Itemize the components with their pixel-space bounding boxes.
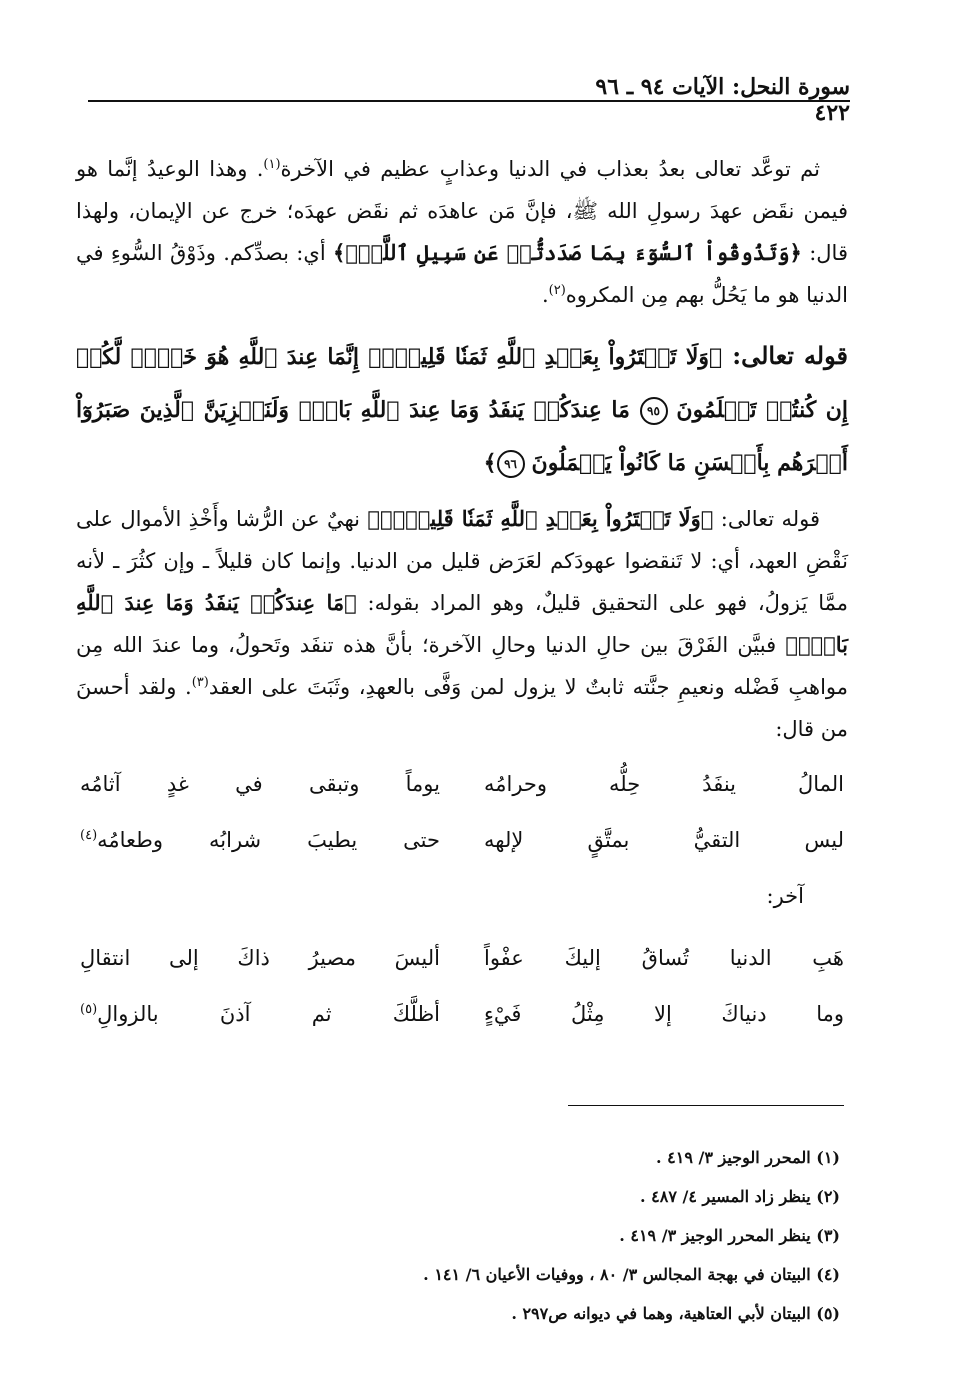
paragraph-text: . ولقد أحسنَ من قال: xyxy=(76,675,848,741)
verse-text: ﴿وَلَا تَشۡتَرُواْ بِعَهۡدِ ٱللَّهِ ثَمَنٗا قَلِيلًاۚ إِنَّمَا عِندَ ٱللَّهِ هُوَ خَيۡرٞ لَّكُمۡ إِن كُنتُمۡ تَعۡلَمُونَ xyxy=(76,344,849,423)
poem-hemistich: وما دنياكَ إلا مِثْلُ فَيْءٍ xyxy=(484,1002,844,1026)
footnote-1: (١) المحرر الوجيز ٣/ ٤١٩ . xyxy=(656,1148,840,1167)
paragraph-text: أي: بصدِّكم. وذَوْقُ السُّوءِ في الدنيا هو ما يَحُلُّ بهم مِن المكروه xyxy=(76,241,848,307)
quran-quote: ﴿مَا عِندَكُمۡ يَنفَدُ وَمَا عِندَ ٱللَّهِ بَاقٖۗ﴾ xyxy=(76,590,848,657)
poem-verse xyxy=(76,930,848,986)
verse-label: قوله تعالى: xyxy=(722,341,848,370)
poem-hemistich-text: حتى يطيبَ شرابُه وطعامُه xyxy=(97,828,440,852)
ayah-number-95: ٩٥ xyxy=(640,397,668,425)
footnote-ref-1[interactable]: (١) xyxy=(263,157,281,172)
footnotes xyxy=(300,1138,840,1333)
footnote-5: (٥) البيتان لأبي العتاهية، وهما في ديوانه ص٢٩٧ . xyxy=(511,1304,840,1323)
ayah-number-96: ٩٦ xyxy=(497,450,525,478)
poem-verse xyxy=(76,812,848,868)
poem-1 xyxy=(76,756,848,868)
poem-intro: آخر: xyxy=(766,884,804,908)
quran-quote: ﴿وَلَا تَشۡتَرُواْ بِعَهۡدِ ٱللَّهِ ثَمَنٗا قَلِيلًاۚ﴾ xyxy=(367,506,714,531)
paragraph-text: ثم توعَّد تعالى بعدُ بعذاب في الدنيا وعذابٍ عظيم في الآخرة xyxy=(280,157,821,181)
paragraph-text: قوله تعالى: xyxy=(713,507,820,531)
running-header xyxy=(88,70,850,100)
paragraph-1 xyxy=(76,148,848,316)
quran-quote: ﴿وَتَذُوقُواْ ٱلسُّوٓءَ بِمَا صَدَدتُّمۡ عَن سَبِيلِ ٱللَّهِۖ﴾ xyxy=(333,240,802,265)
footnote-ref-5[interactable]: (٥) xyxy=(80,1002,98,1017)
paragraph-text: نهيٌ عن الرُّشا وأَخْذِ الأموال على نَقْضِ العهد، أي: لا تَنقضوا عهودَكم لعَرَض قليل من الدنيا. وإنما كان قليلاً ـ وإن كثُرَ ـ لأنه ممَّا يَزولُ، فهو على التحقيق قليلٌ، وهو المراد بقوله: xyxy=(76,507,848,615)
paragraph-text: فبيَّن الفَرْقَ بين حالِ الدنيا وحالِ الآخرة؛ بأنَّ هذه تنفَد وتَحولُ، وما عندَ الله مِن مواهبِ فَضْله ونعيمِ جنَّته ثابتٌ لا يزول لمن وَفَّى بالعهدِ، وثَبَتَ على العقد xyxy=(76,633,848,699)
footnote-ref-3[interactable]: (٣) xyxy=(191,675,209,690)
footnote-ref-4[interactable]: (٤) xyxy=(80,828,98,843)
footnote-2: (٢) ينظر زاد المسير ٤/ ٤٨٧ . xyxy=(640,1187,840,1206)
paragraph-text: . xyxy=(541,283,549,307)
poem-hemistich-text: أظلَّكَ ثم آذنَ بالزوالِ xyxy=(97,1002,440,1026)
poem-hemistich: يوماً وتبقى في غدٍ آثامُه xyxy=(80,772,440,796)
poem-verse xyxy=(76,756,848,812)
surah-title: سورة النحل: الآيات ٩٤ ـ ٩٦ xyxy=(595,74,850,100)
footnote-separator xyxy=(568,1105,844,1106)
footnote-ref-2[interactable]: (٢) xyxy=(548,283,566,298)
main-text xyxy=(76,148,848,1042)
poem-2 xyxy=(76,930,848,1042)
paragraph-2 xyxy=(76,498,848,750)
poem-hemistich: ليس التقيُّ بمتَّقٍ لإلهه xyxy=(484,828,844,852)
poem-hemistich: أليسَ مصيرُ ذاكَ إلى انتقالِ xyxy=(80,946,440,970)
verse-close: ﴾ xyxy=(483,450,497,476)
poem-hemistich: المالُ ينفَدُ حِلُّه وحرامُه xyxy=(484,772,844,796)
poem-hemistich xyxy=(76,986,440,1042)
verse-text: مَا عِندَكُمۡ يَنفَدُ وَمَا عِندَ ٱللَّهِ بَاقٖۗ وَلَنَجۡزِيَنَّ ٱلَّذِينَ صَبَرُوٓاْ أَجۡرَهُم بِأَحۡسَنِ مَا كَانُواْ يَعۡمَلُونَ xyxy=(76,397,848,476)
page-number: ٤٢٢ xyxy=(814,100,850,126)
poem-verse xyxy=(76,986,848,1042)
footnote-3: (٣) ينظر المحرر الوجيز ٣/ ٤١٩ . xyxy=(619,1226,840,1245)
footnote-4: (٤) البيتان في بهجة المجالس ٣/ ٨٠ ، ووفيات الأعيان ٦/ ١٤١ . xyxy=(423,1265,840,1284)
paragraph-text: . وهذا الوعيدُ إنَّما هو فيمن نقَض عهدَ رسولِ الله ﷺ، فإنَّ مَن عاهدَه ثم نقَض عهدَه؛ خرج عن الإيمان، ولهذا قال: xyxy=(76,157,848,265)
poem-hemistich: هَبِ الدنيا تُساقُ إليكَ عفْواً xyxy=(484,946,844,970)
verse-block xyxy=(76,330,848,490)
poem-hemistich xyxy=(76,812,440,868)
header-rule xyxy=(88,100,850,102)
